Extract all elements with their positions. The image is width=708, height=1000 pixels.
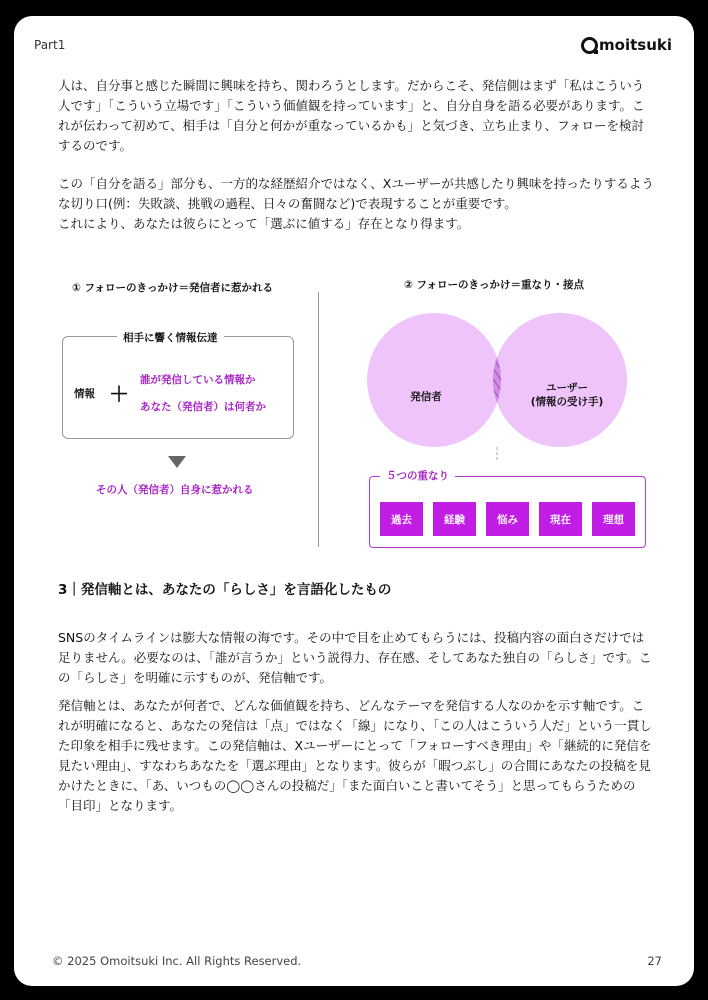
part-label: Part1 xyxy=(34,38,66,52)
tag-ideal: 理想 xyxy=(592,502,635,536)
brand-logo xyxy=(581,36,672,54)
tag-present: 現在 xyxy=(539,502,582,536)
tag-past: 過去 xyxy=(380,502,423,536)
sender-label: 発信者 xyxy=(410,391,442,403)
tag-experience: 経験 xyxy=(433,502,476,536)
down-arrow-icon xyxy=(168,456,186,468)
copyright: © 2025 Omoitsuki Inc. All Rights Reserved. xyxy=(52,954,302,968)
second-paragraph-b: これにより、あなたは彼らにとって「選ぶに値する」存在となり得ます。 xyxy=(58,216,470,231)
diagram2-title: ② フォローのきっかけ＝重なり・接点 xyxy=(404,279,585,291)
attracted-text: その人（発信者）自身に惹かれる xyxy=(96,484,254,496)
second-paragraph xyxy=(58,174,654,234)
diagram-divider xyxy=(318,292,319,547)
tag-worries: 悩み xyxy=(486,502,529,536)
logo-icon xyxy=(581,37,598,54)
who-sends-text: 誰が発信している情報か xyxy=(140,374,256,386)
page xyxy=(14,16,694,986)
venn-diagram xyxy=(364,300,634,460)
second-paragraph-a: この「自分を語る」部分も、一方的な経歴紹介ではなく、Xユーザーが共感したり興味を持ったりするような切り口(例：失敗談、挑戦の過程、日々の奮闘など)で表現することが重要です。 xyxy=(58,176,654,211)
info-box xyxy=(62,336,294,439)
sender-circle xyxy=(367,313,501,447)
diagram1-title: ① フォローのきっかけ＝発信者に惹かれる xyxy=(72,282,274,294)
third-paragraph: SNSのタイムラインは膨大な情報の海です。その中で目を止めてもらうには、投稿内容の面白さだけでは足りません。必要なのは、「誰が言うか」という説得力、存在感、そしてあなた独自の「らしさ」です。この「らしさ」を明確に示すものが、発信軸です。 xyxy=(58,630,652,685)
user-sublabel: (情報の受け手) xyxy=(530,396,604,408)
logo-text: moitsuki xyxy=(599,36,672,54)
info-box-title: 相手に響く情報伝達 xyxy=(117,330,224,345)
page-number: 27 xyxy=(647,954,662,968)
info-label: 情報 xyxy=(74,388,95,400)
user-circle xyxy=(493,313,627,447)
plus-icon: ＋ xyxy=(109,382,129,406)
intro-paragraph: 人は、自分事と感じた瞬間に興味を持ち、関わろうとします。だからこそ、発信側はまず「私はこういう人です」「こういう立場です」「こういう価値観を持っています」と、自分自身を語る必要があります。これが伝わって初めて、相手は「自分と何かが重なっているかも」と気づき、立ち止まり、フォローを検討するのです。 xyxy=(58,78,645,153)
fourth-paragraph: 発信軸とは、あなたが何者で、どんな価値観を持ち、どんなテーマを発信する人なのかを示す軸です。これが明確になると、あなたの発信は「点」ではなく「線」になり、「この人はこういう人だ」という一貫した印象を相手に残せます。この発信軸は、Xユーザーにとって「フォローすべき理由」や「継続的に発信を見たい理由」、すなわちあなたを「選ぶ理由」となります。彼らが「暇つぶし」の合間にあなたの投稿を見かけたときに、「あ、いつもの◯◯さんの投稿だ」「また面白いこと書いてそう」と思ってもらうための「目印」となります。 xyxy=(58,698,652,813)
user-label: ユーザー xyxy=(546,382,588,394)
section-heading: 3｜発信軸とは、あなたの「らしさ」を言語化したもの xyxy=(58,582,392,598)
overlap-title: ５つの重なり xyxy=(380,468,455,483)
who-are-you-text: あなた（発信者）は何者か xyxy=(140,401,266,413)
